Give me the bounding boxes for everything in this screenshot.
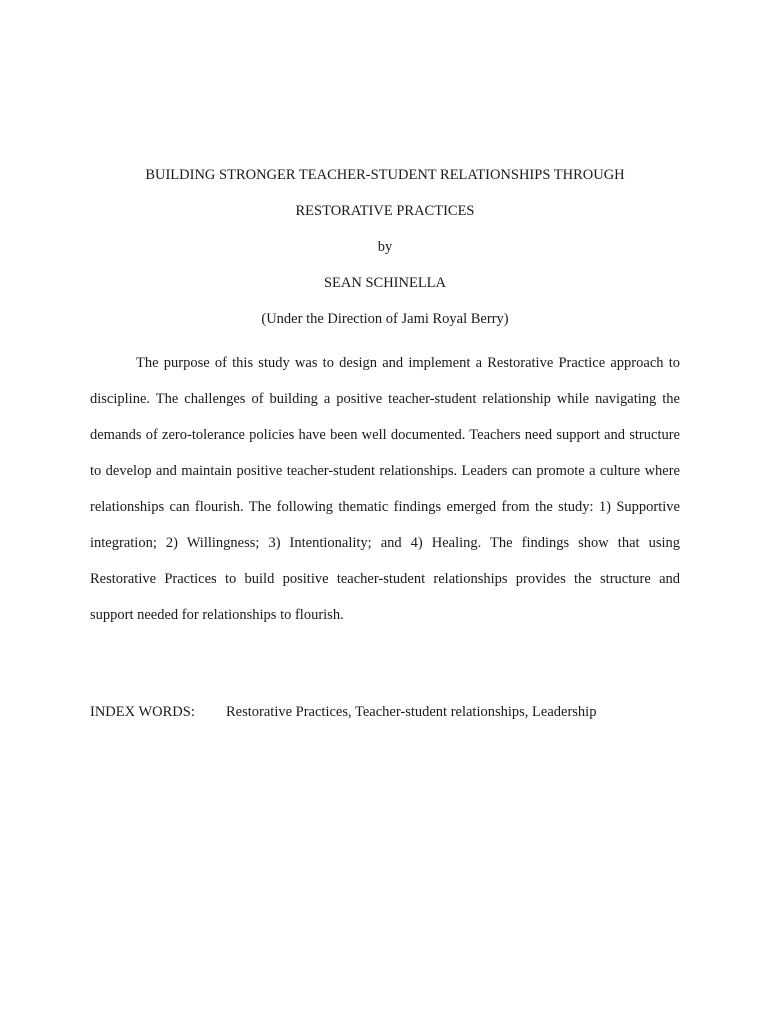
title-line-1: BUILDING STRONGER TEACHER-STUDENT RELATIONSHIPS THROUGH — [145, 167, 625, 183]
title-line-2: RESTORATIVE PRACTICES — [295, 203, 475, 219]
index-words — [90, 703, 596, 721]
by-line: by — [377, 239, 393, 255]
index-words-value: Restorative Practices, Teacher-student relationships, Leadership — [226, 704, 597, 720]
direction-line: (Under the Direction of Jami Royal Berry) — [261, 311, 509, 327]
index-words-label: INDEX WORDS: — [90, 704, 195, 720]
abstract-paragraph: The purpose of this study was to design and implement a Restorative Practice approach to discipline. The challenges of building a positive teacher-student relationship while navigating the demands of zero-tolerance policies have been well documented. Teachers need support and structure to develop and maintain positive teacher-student relationships. Leaders can promote a culture where relationships can flourish. The following thematic findings emerged from the study: 1) Supportive integration; 2) Willingness; 3) Intentionality; and 4) Healing. The findings show that using Restorative Practices to build positive teacher-student relationships provides the structure and support needed for relationships to flourish. — [90, 355, 680, 623]
author-name: SEAN SCHINELLA — [323, 275, 447, 291]
